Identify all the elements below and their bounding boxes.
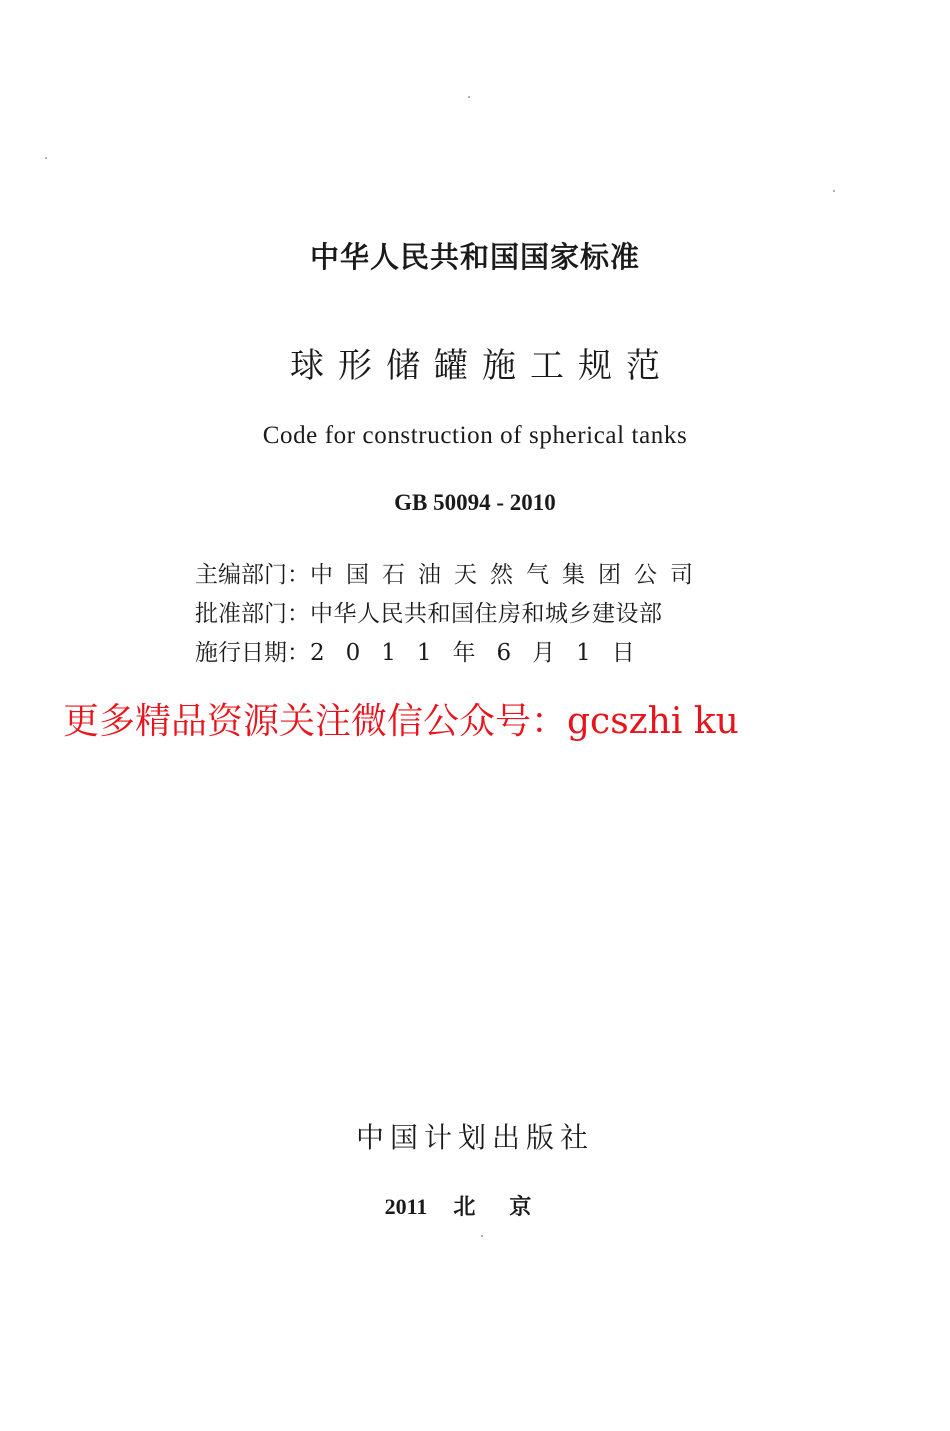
scan-speck <box>833 190 835 192</box>
standard-category: 中华人民共和国国家标准 <box>309 240 640 274</box>
approver-row <box>195 595 755 634</box>
approver-label: 批准部门： <box>195 601 310 627</box>
scan-speck <box>468 96 470 98</box>
scan-speck <box>481 1235 483 1237</box>
date-row <box>195 634 755 673</box>
editor-label: 主编部门： <box>195 562 310 588</box>
publication-year: 2011 <box>384 1194 428 1219</box>
editor-value: 中国石油天然气集团公司 <box>310 562 706 588</box>
date-label: 施行日期： <box>195 640 310 666</box>
publication-city: 北京 <box>453 1195 566 1220</box>
editor-row <box>195 556 755 595</box>
title-chinese: 球形储罐施工规范 <box>290 346 674 386</box>
publisher-name: 中国计划出版社 <box>355 1121 594 1154</box>
standard-code: GB 50094 - 2010 <box>394 490 556 515</box>
scan-speck <box>45 157 47 159</box>
approver-value: 中华人民共和国住房和城乡建设部 <box>310 601 663 627</box>
title-english: Code for construction of spherical tanks <box>262 422 688 449</box>
publication-line <box>0 1190 950 1221</box>
publication-info <box>195 556 755 673</box>
watermark-text: 更多精品资源关注微信公众号：gcszhi ku <box>63 701 739 742</box>
date-value: 2011年6月1日 <box>310 640 656 666</box>
